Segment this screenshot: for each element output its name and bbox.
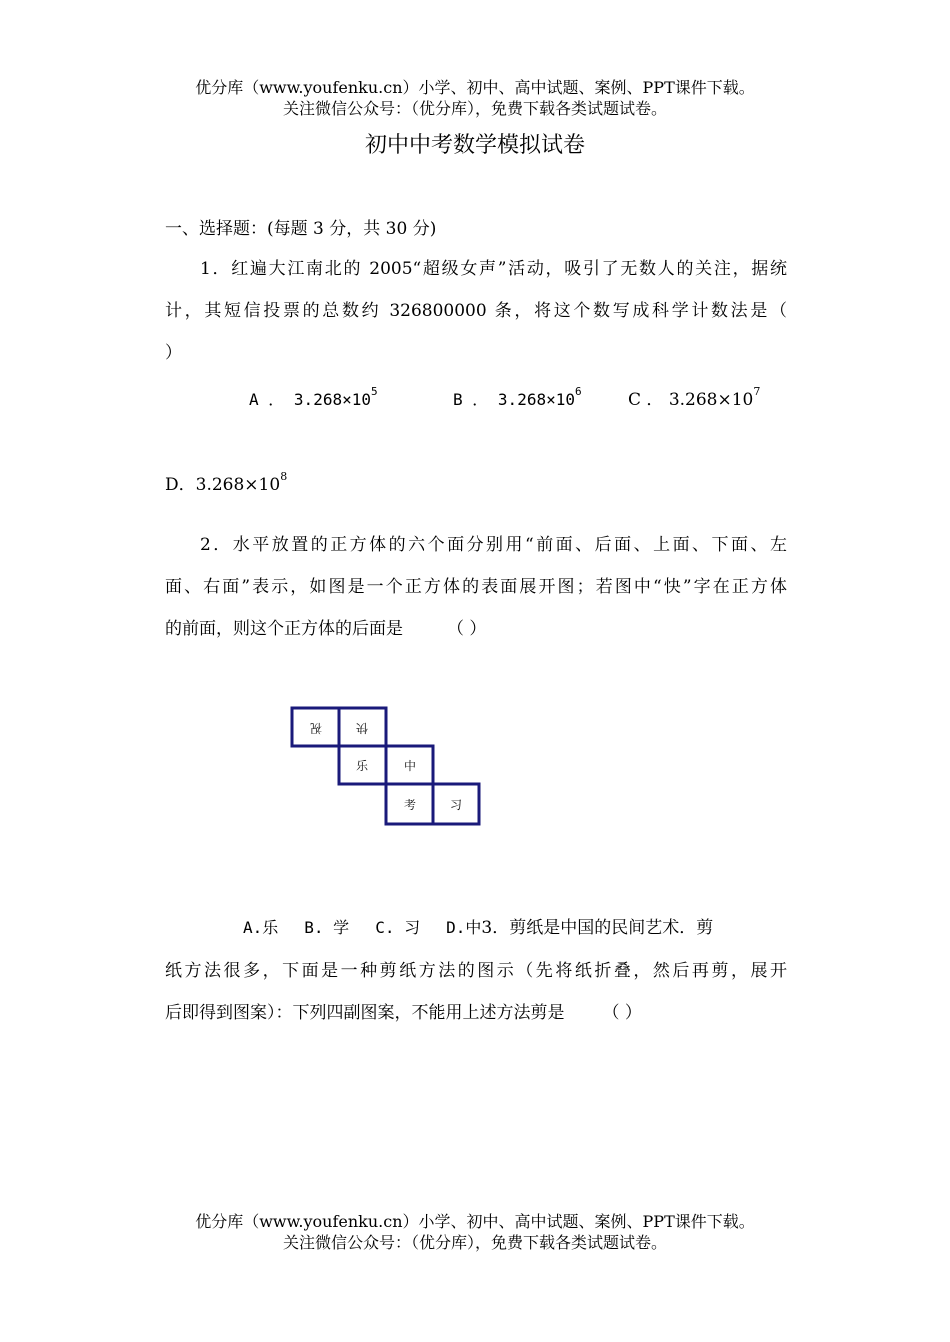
section-heading: 一、选择题：(每题 3 分，共 30 分) <box>165 219 437 239</box>
page-header <box>0 77 950 119</box>
q2-option-a: A.乐 <box>243 918 279 937</box>
footer-line-1: 优分库（www.youfenku.cn）小学、初中、高中试题、案例、PPT课件下载。 <box>195 1212 755 1231</box>
option-label: A ． <box>249 390 285 409</box>
option-exponent: 7 <box>753 385 761 398</box>
q3-line-2: 纸方法很多，下面是一种剪纸方法的图示（先将纸折叠，然后再剪，展开 <box>165 961 787 981</box>
q1-option-c <box>628 386 760 414</box>
net-char-2: 快 <box>355 721 369 735</box>
cube-net-figure <box>290 706 482 828</box>
footer-line-2: 关注微信公众号：（优分库），免费下载各类试题试卷。 <box>282 1233 667 1252</box>
answer-paren: （ ） <box>602 1003 642 1023</box>
q2-line-3 <box>165 615 787 643</box>
option-value: 3.268×10 <box>293 390 371 409</box>
header-line-2: 关注微信公众号：（优分库），免费下载各类试题试卷。 <box>282 99 667 118</box>
answer-paren: （ ） <box>447 619 487 639</box>
q1-line-1: 1．红遍大江南北的 2005“超级女声”活动，吸引了无数人的关注，据统 <box>200 259 787 279</box>
q3-line-1: 3．剪纸是中国的民间艺术．剪 <box>481 918 714 938</box>
page-footer <box>0 1211 950 1253</box>
option-exponent: 6 <box>574 385 582 398</box>
q3-line-3 <box>165 999 787 1027</box>
q2-line-1: 2．水平放置的正方体的六个面分别用“前面、后面、上面、下面、左 <box>200 535 787 555</box>
q1-option-b <box>453 386 582 414</box>
q1-line-2: 计，其短信投票的总数约 326800000 条，将这个数写成科学计数法是（ <box>165 301 787 321</box>
q2-line-3-text: 的前面，则这个正方体的后面是 <box>165 619 403 639</box>
option-exponent: 8 <box>280 470 288 483</box>
cube-net-svg <box>290 706 482 828</box>
q2-option-d: D.中 <box>446 918 482 937</box>
option-label: B ． <box>453 390 489 409</box>
q1-option-d <box>165 471 287 499</box>
net-char-3: 乐 <box>355 759 369 773</box>
option-label: C ． <box>628 390 664 410</box>
q2-option-c: C. 习 <box>375 918 421 937</box>
q2-line-2: 面、右面”表示，如图是一个正方体的表面展开图；若图中“快”字在正方体 <box>165 577 787 597</box>
net-char-4: 中 <box>403 759 417 773</box>
option-label: D． <box>165 475 196 495</box>
q2-option-b: B. 学 <box>304 918 350 937</box>
page-title: 初中中考数学模拟试卷 <box>364 133 585 158</box>
q3-line-3-text: 后即得到图案）：下列四副图案，不能用上述方法剪是 <box>165 1003 565 1023</box>
option-exponent: 5 <box>370 385 378 398</box>
net-char-6: 习 <box>449 798 463 812</box>
net-char-5: 考 <box>403 798 417 812</box>
net-char-1: 祝 <box>309 721 323 735</box>
option-value: 3.268×10 <box>195 475 281 495</box>
option-value: 3.268×10 <box>497 390 575 409</box>
header-line-1: 优分库（www.youfenku.cn）小学、初中、高中试题、案例、PPT课件下载。 <box>195 78 755 97</box>
q1-line-3: ） <box>165 343 182 363</box>
option-value: 3.268×10 <box>668 390 754 410</box>
q2-options-row <box>243 914 787 942</box>
q1-option-a <box>249 386 378 414</box>
